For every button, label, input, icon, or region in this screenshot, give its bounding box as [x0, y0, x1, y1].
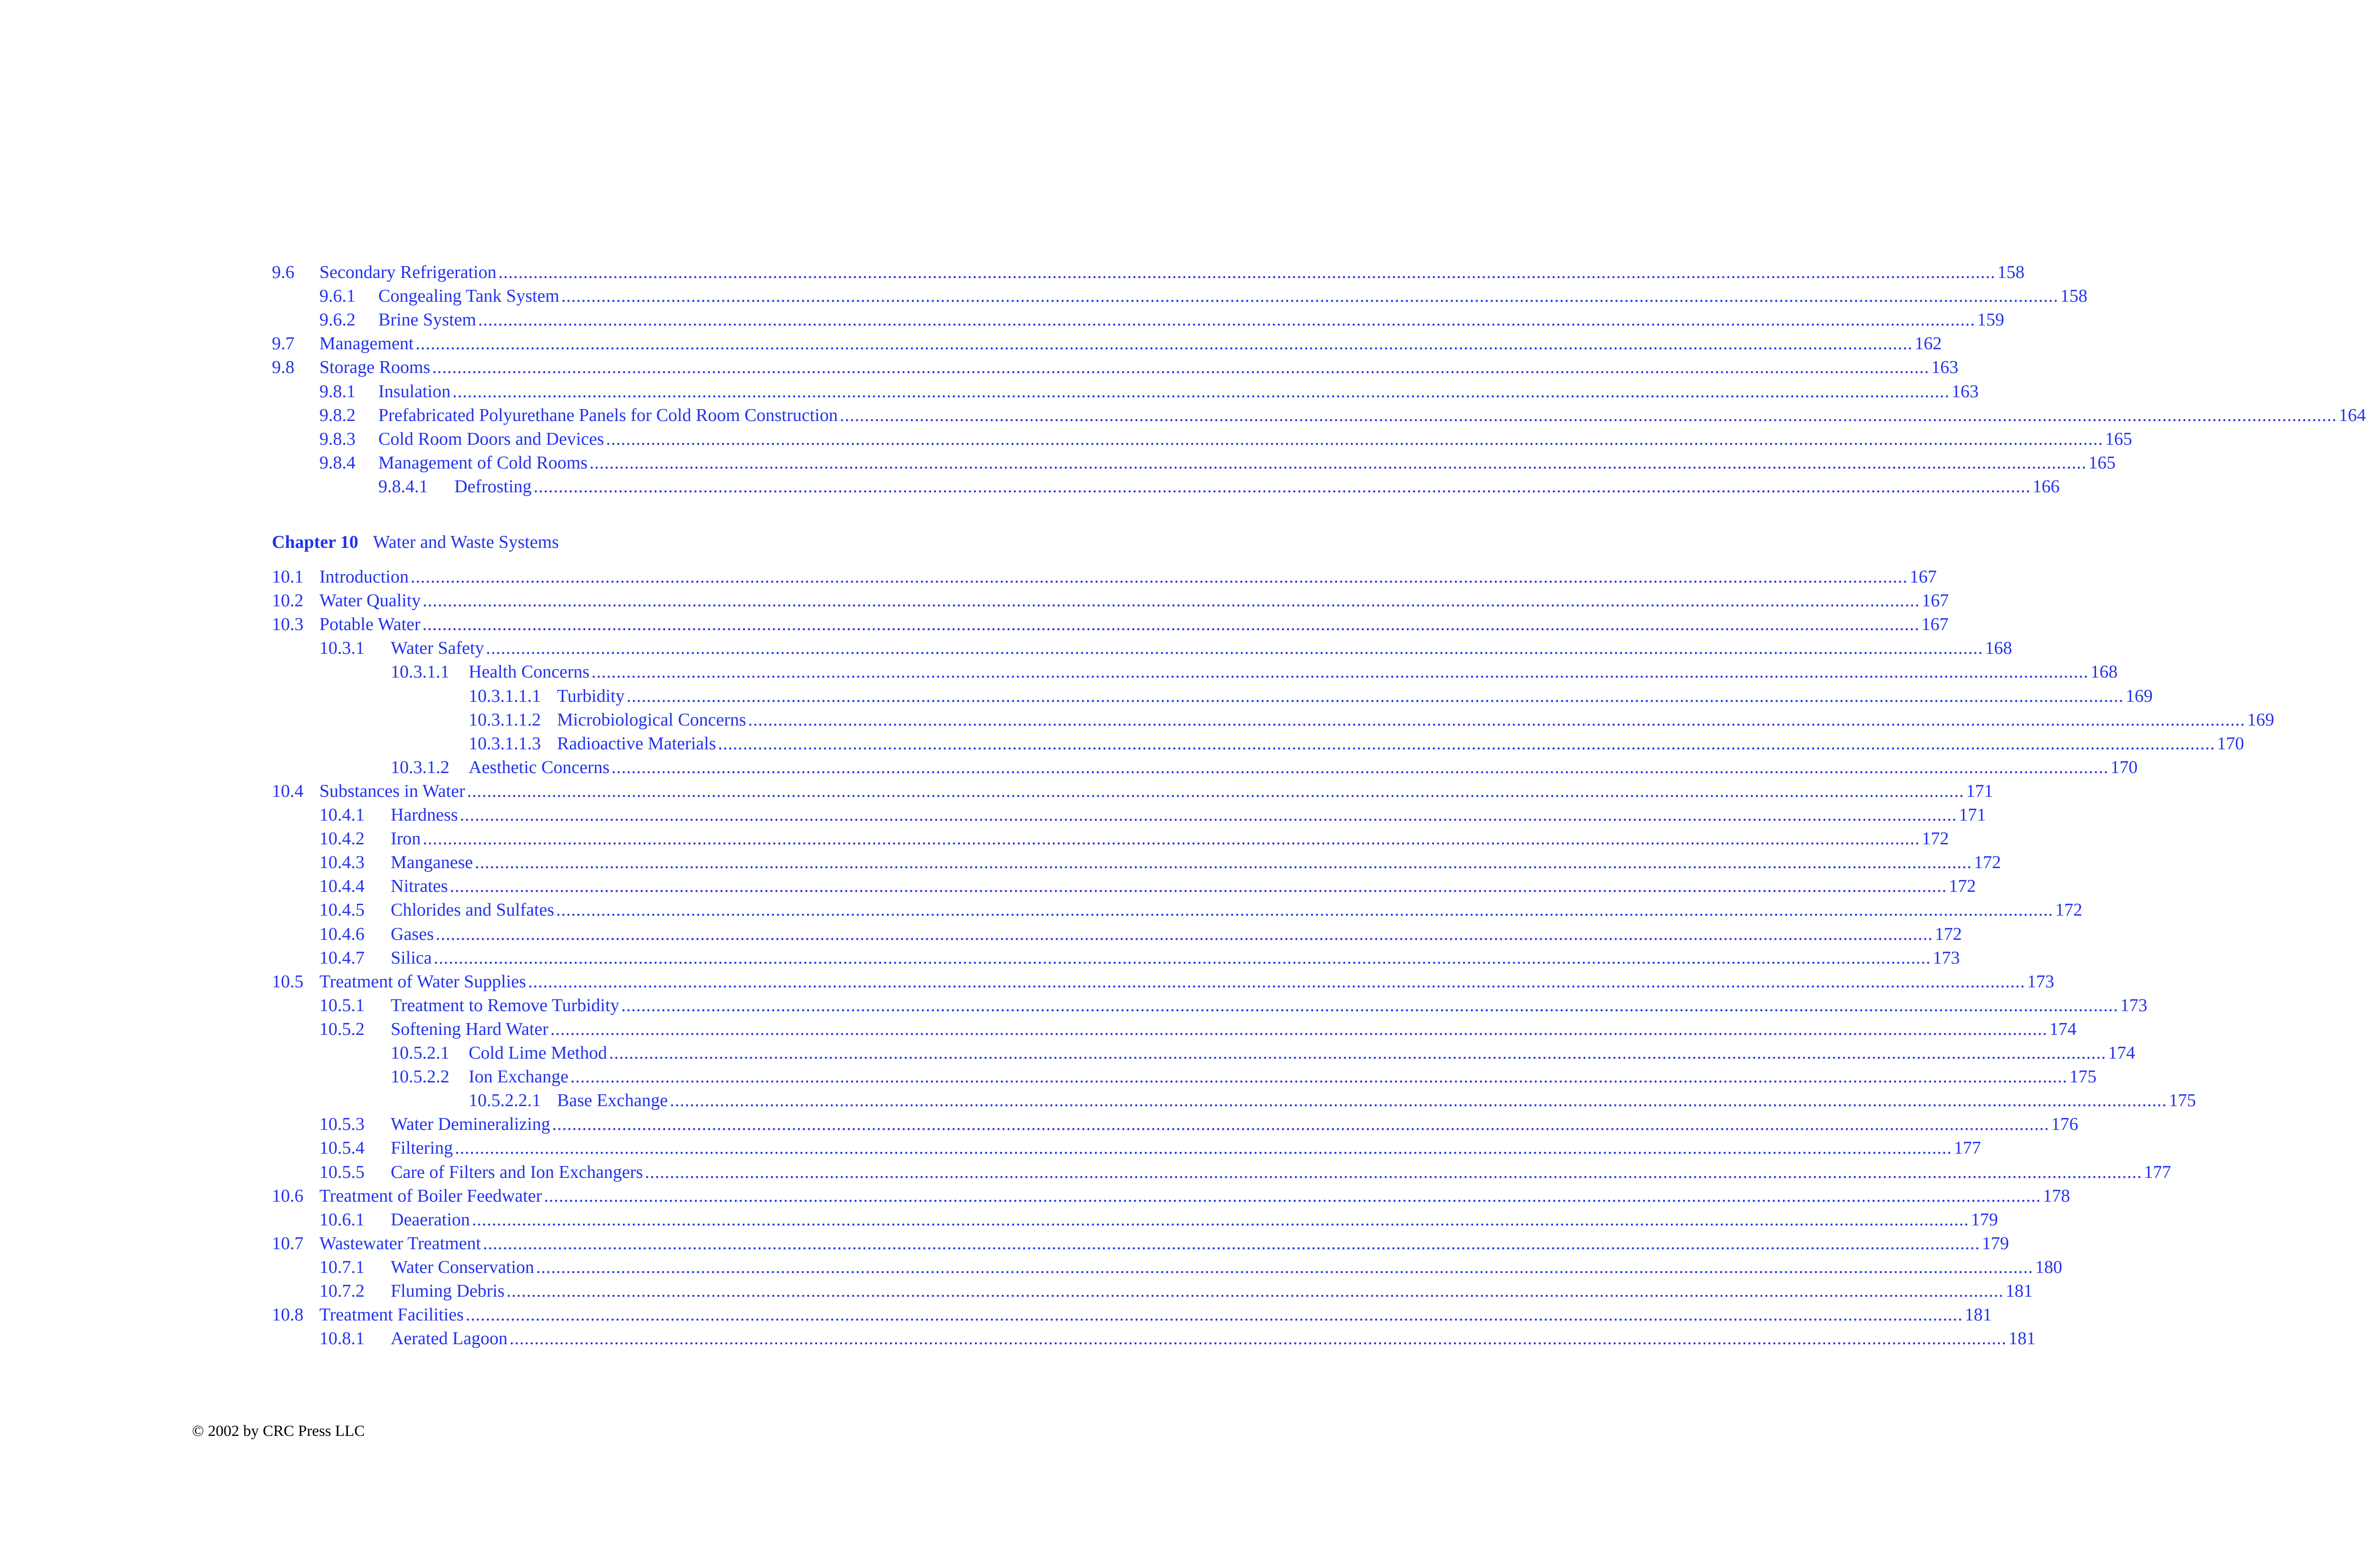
- dot-leader: ............................................................................................................................................................................................................................................................................................................: [482, 1233, 1980, 1253]
- section-title: Water Demineralizing: [391, 1114, 550, 1134]
- page-number: 171: [1966, 781, 1993, 801]
- toc-entry[interactable]: [272, 851, 2001, 874]
- section-number: 10.6.1: [319, 1210, 365, 1230]
- toc-entry[interactable]: [272, 403, 2366, 427]
- section-title: Nitrates: [391, 876, 448, 896]
- dot-leader: ............................................................................................................................................................................................................................................................................................................: [544, 1186, 2041, 1206]
- section-number: 10.7: [272, 1233, 304, 1253]
- entry-body: [378, 403, 2366, 427]
- entry-body: [378, 308, 2004, 332]
- entry-body: [454, 475, 2060, 498]
- section-title: Iron: [391, 829, 421, 849]
- page-number: 175: [2169, 1090, 2196, 1110]
- entry-body: [391, 1279, 2033, 1303]
- page-number: 174: [2108, 1043, 2135, 1063]
- entry-body: [391, 1017, 2077, 1041]
- entry-body: [391, 1112, 2078, 1136]
- entry-body: [378, 284, 2087, 308]
- section-number: 10.5.2.2: [391, 1067, 450, 1087]
- entry-body: [319, 332, 1942, 355]
- page-number: 173: [2027, 972, 2054, 992]
- section-title: Deaeration: [391, 1210, 470, 1230]
- dot-leader: ............................................................................................................................................................................................................................................................................................................: [452, 382, 1950, 402]
- section-title: Congealing Tank System: [378, 286, 559, 306]
- section-number: 10.8: [272, 1305, 304, 1325]
- section-number: 10.6: [272, 1186, 304, 1206]
- section-title: Potable Water: [319, 614, 421, 634]
- section-number: 9.8.2: [319, 405, 356, 425]
- toc-entry[interactable]: [272, 1184, 2070, 1208]
- dot-leader: ............................................................................................................................................................................................................................................................................................................: [718, 734, 2215, 754]
- page-number: 169: [2247, 710, 2274, 730]
- entry-body: [391, 1160, 2171, 1184]
- section-number: 10.1: [272, 567, 304, 587]
- entry-body: [391, 636, 2012, 660]
- entry-body: [391, 994, 2148, 1017]
- toc-entry[interactable]: [272, 732, 2244, 755]
- page-number: 176: [2051, 1114, 2078, 1134]
- section-title: Filtering: [391, 1138, 453, 1158]
- entry-body: [391, 803, 1986, 827]
- toc-entry[interactable]: [272, 684, 2153, 708]
- toc-entry[interactable]: [272, 1017, 2077, 1041]
- toc-entry[interactable]: [272, 1160, 2171, 1184]
- page-number: 171: [1959, 805, 1986, 825]
- toc-entry[interactable]: [272, 1232, 2009, 1255]
- section-title: Radioactive Materials: [557, 734, 716, 754]
- page-number: 164: [2338, 405, 2366, 425]
- dot-leader: ............................................................................................................................................................................................................................................................................................................: [611, 757, 2109, 777]
- page-number: 181: [2008, 1329, 2036, 1348]
- dot-leader: ............................................................................................................................................................................................................................................................................................................: [644, 1162, 2142, 1182]
- toc-entry[interactable]: [272, 922, 1962, 946]
- dot-leader: ............................................................................................................................................................................................................................................................................................................: [561, 286, 2058, 306]
- page-number: 167: [1909, 567, 1937, 587]
- page-number: 166: [2032, 477, 2060, 497]
- section-title: Chlorides and Sulfates: [391, 900, 555, 920]
- section-title: Gases: [391, 924, 434, 944]
- page-number: 181: [2005, 1281, 2033, 1301]
- dot-leader: ............................................................................................................................................................................................................................................................................................................: [506, 1281, 2004, 1301]
- toc-entry[interactable]: [272, 1208, 1998, 1232]
- section-number: 10.3.1.1.3: [469, 734, 541, 754]
- entry-body: [557, 1089, 2196, 1112]
- page-number: 163: [1951, 382, 1979, 402]
- page-number: 163: [1931, 357, 1959, 377]
- page-number: 165: [2105, 429, 2132, 449]
- section-number: 10.4.5: [319, 900, 365, 920]
- entry-body: [319, 355, 1959, 379]
- section-title: Health Concerns: [469, 662, 590, 682]
- toc-entry[interactable]: [272, 827, 1949, 851]
- dot-leader: ............................................................................................................................................................................................................................................................................................................: [450, 876, 1947, 896]
- toc-entry[interactable]: [272, 994, 2148, 1017]
- page-number: 178: [2043, 1186, 2070, 1206]
- entry-body: [557, 732, 2244, 755]
- dot-leader: ............................................................................................................................................................................................................................................................................................................: [533, 477, 2031, 497]
- section-title: Silica: [391, 948, 432, 968]
- section-title: Treatment to Remove Turbidity: [391, 995, 620, 1015]
- section-title: Prefabricated Polyurethane Panels for Cold Room Construction: [378, 405, 838, 425]
- page-number: 172: [1922, 829, 1949, 849]
- entry-body: [391, 874, 1976, 898]
- dot-leader: ............................................................................................................................................................................................................................................................................................................: [486, 638, 1983, 658]
- section-title: Care of Filters and Ion Exchangers: [391, 1162, 643, 1182]
- section-title: Base Exchange: [557, 1090, 668, 1110]
- section-title: Introduction: [319, 567, 409, 587]
- dot-leader: ............................................................................................................................................................................................................................................................................................................: [471, 1210, 1969, 1230]
- page-number: 167: [1922, 591, 1949, 611]
- toc-entry[interactable]: [272, 1136, 1981, 1160]
- entry-body: [391, 1327, 2036, 1350]
- section-number: 10.4.6: [319, 924, 365, 944]
- entry-body: [469, 660, 2118, 684]
- dot-leader: ............................................................................................................................................................................................................................................................................................................: [626, 686, 2124, 706]
- section-title: Cold Lime Method: [469, 1043, 607, 1063]
- section-number: 10.5.5: [319, 1162, 365, 1182]
- toc-entry[interactable]: [272, 660, 2118, 684]
- page-number: 175: [2069, 1067, 2097, 1087]
- section-title: Aesthetic Concerns: [469, 757, 610, 777]
- section-number: 10.5.2: [319, 1019, 365, 1039]
- entry-body: [469, 755, 2138, 779]
- entry-body: [469, 1065, 2097, 1089]
- section-title: Ion Exchange: [469, 1067, 568, 1087]
- section-title: Water Quality: [319, 591, 421, 611]
- page-number: 167: [1921, 614, 1949, 634]
- section-number: 9.6.2: [319, 310, 356, 330]
- toc-entry[interactable]: [272, 332, 1942, 355]
- section-number: 9.8.3: [319, 429, 356, 449]
- section-title: Treatment Facilities: [319, 1305, 464, 1325]
- toc-entry[interactable]: [272, 946, 1960, 970]
- entry-body: [319, 970, 2054, 994]
- section-number: 10.7.1: [319, 1257, 365, 1277]
- entry-body: [319, 1184, 2070, 1208]
- entry-body: [378, 451, 2116, 475]
- toc-entry[interactable]: [272, 451, 2116, 475]
- dot-leader: ............................................................................................................................................................................................................................................................................................................: [415, 334, 1913, 354]
- dot-leader: ............................................................................................................................................................................................................................................................................................................: [498, 262, 1996, 282]
- section-number: 9.8: [272, 357, 295, 377]
- dot-leader: ............................................................................................................................................................................................................................................................................................................: [552, 1114, 2049, 1134]
- toc-entry[interactable]: [272, 612, 1949, 636]
- section-number: 10.4.2: [319, 829, 365, 849]
- toc-entry[interactable]: [272, 779, 1993, 803]
- page-number: 177: [2144, 1162, 2171, 1182]
- dot-leader: ............................................................................................................................................................................................................................................................................................................: [410, 567, 1908, 587]
- dot-leader: ............................................................................................................................................................................................................................................................................................................: [748, 710, 2245, 730]
- dot-leader: ............................................................................................................................................................................................................................................................................................................: [423, 591, 1920, 611]
- entry-body: [378, 380, 1979, 403]
- section-number: 10.3.1.2: [391, 757, 450, 777]
- toc-entry[interactable]: [272, 1255, 2062, 1279]
- page-number: 173: [2120, 995, 2148, 1015]
- section-title: Brine System: [378, 310, 476, 330]
- chapter-label: Chapter 10: [272, 532, 358, 552]
- dot-leader: ............................................................................................................................................................................................................................................................................................................: [609, 1043, 2106, 1063]
- section-number: 9.8.1: [319, 382, 356, 402]
- section-number: 10.5.4: [319, 1138, 365, 1158]
- toc-entry[interactable]: [272, 1112, 2078, 1136]
- entry-body: [391, 827, 1949, 851]
- section-title: Fluming Debris: [391, 1281, 505, 1301]
- dot-leader: ............................................................................................................................................................................................................................................................................................................: [465, 1305, 1963, 1325]
- dot-leader: ............................................................................................................................................................................................................................................................................................................: [509, 1329, 2007, 1348]
- section-number: 10.4.3: [319, 852, 365, 872]
- section-number: 10.4.4: [319, 876, 365, 896]
- section-number: 10.4.1: [319, 805, 365, 825]
- section-number: 10.5: [272, 972, 304, 992]
- dot-leader: ............................................................................................................................................................................................................................................................................................................: [839, 405, 2337, 425]
- section-number: 10.5.2.1: [391, 1043, 450, 1063]
- section-title: Management: [319, 334, 414, 354]
- section-title: Water Safety: [391, 638, 484, 658]
- chapter-title: Water and Waste Systems: [373, 532, 559, 552]
- section-title: Water Conservation: [391, 1257, 534, 1277]
- page-number: 172: [1949, 876, 1976, 896]
- toc-entry[interactable]: [272, 1065, 2097, 1089]
- entry-body: [319, 1232, 2009, 1255]
- section-title: Hardness: [391, 805, 458, 825]
- section-title: Manganese: [391, 852, 473, 872]
- section-number: 10.3.1.1.2: [469, 710, 541, 730]
- page-number: 174: [2049, 1019, 2077, 1039]
- page-number: 168: [1985, 638, 2012, 658]
- section-number: 10.5.2.2.1: [469, 1090, 541, 1110]
- chapter-heading[interactable]: [272, 530, 559, 554]
- dot-leader: ............................................................................................................................................................................................................................................................................................................: [589, 453, 2087, 473]
- section-number: 10.5.1: [319, 995, 365, 1015]
- dot-leader: ............................................................................................................................................................................................................................................................................................................: [591, 662, 2089, 682]
- section-number: 10.2: [272, 591, 304, 611]
- dot-leader: ............................................................................................................................................................................................................................................................................................................: [435, 924, 1933, 944]
- section-number: 9.6: [272, 262, 295, 282]
- entry-body: [557, 708, 2274, 732]
- toc-entry[interactable]: [272, 260, 2025, 284]
- dot-leader: ............................................................................................................................................................................................................................................................................................................: [460, 805, 1957, 825]
- page-number: 181: [1964, 1305, 1992, 1325]
- section-title: Treatment of Water Supplies: [319, 972, 526, 992]
- entry-body: [319, 260, 2025, 284]
- dot-leader: ............................................................................................................................................................................................................................................................................................................: [570, 1067, 2068, 1087]
- section-number: 10.3: [272, 614, 304, 634]
- dot-leader: ............................................................................................................................................................................................................................................................................................................: [621, 995, 2119, 1015]
- dot-leader: ............................................................................................................................................................................................................................................................................................................: [433, 948, 1931, 968]
- copyright-notice: © 2002 by CRC Press LLC: [192, 1423, 365, 1440]
- section-title: Aerated Lagoon: [391, 1329, 508, 1348]
- dot-leader: ............................................................................................................................................................................................................................................................................................................: [606, 429, 2103, 449]
- section-title: Wastewater Treatment: [319, 1233, 481, 1253]
- section-number: 10.7.2: [319, 1281, 365, 1301]
- page-number: 165: [2088, 453, 2116, 473]
- section-title: Management of Cold Rooms: [378, 453, 588, 473]
- entry-body: [391, 898, 2083, 922]
- section-title: Substances in Water: [319, 781, 465, 801]
- section-title: Treatment of Boiler Feedwater: [319, 1186, 542, 1206]
- toc-entry[interactable]: [272, 708, 2274, 732]
- toc-entry[interactable]: [272, 355, 1959, 379]
- section-number: 9.7: [272, 334, 295, 354]
- entry-body: [391, 1136, 1981, 1160]
- page-number: 158: [1997, 262, 2025, 282]
- toc-entry[interactable]: [272, 308, 2004, 332]
- entry-body: [469, 1041, 2135, 1065]
- toc-entry[interactable]: [272, 755, 2138, 779]
- section-number: 10.4: [272, 781, 304, 801]
- section-number: 10.3.1.1: [391, 662, 450, 682]
- page-number: 158: [2060, 286, 2087, 306]
- page-number: 179: [1981, 1233, 2009, 1253]
- entry-body: [319, 565, 1937, 589]
- section-number: 9.6.1: [319, 286, 356, 306]
- toc-entry[interactable]: [272, 380, 1979, 403]
- entry-body: [391, 946, 1960, 970]
- toc-entry[interactable]: [272, 1089, 2196, 1112]
- toc-entry[interactable]: [272, 874, 1976, 898]
- toc-entry[interactable]: [272, 803, 1986, 827]
- page-number: 169: [2126, 686, 2153, 706]
- section-title: Storage Rooms: [319, 357, 431, 377]
- dot-leader: ............................................................................................................................................................................................................................................................................................................: [432, 357, 1930, 377]
- page-number: 172: [2055, 900, 2083, 920]
- section-title: Defrosting: [454, 477, 532, 497]
- entry-body: [319, 612, 1949, 636]
- page-number: 170: [2217, 734, 2244, 754]
- section-title: Cold Room Doors and Devices: [378, 429, 604, 449]
- section-title: Softening Hard Water: [391, 1019, 548, 1039]
- entry-body: [391, 1208, 1998, 1232]
- page-number: 170: [2110, 757, 2138, 777]
- dot-leader: ............................................................................................................................................................................................................................................................................................................: [475, 852, 1972, 872]
- page-number: 173: [1933, 948, 1960, 968]
- page-number: 177: [1953, 1138, 1981, 1158]
- page-number: 179: [1971, 1210, 1998, 1230]
- toc-entry[interactable]: [272, 565, 1937, 589]
- entry-body: [391, 922, 1962, 946]
- toc-entry[interactable]: [272, 970, 2054, 994]
- toc-entry[interactable]: [272, 589, 1949, 612]
- toc-entry[interactable]: [272, 636, 2012, 660]
- page-number: 162: [1914, 334, 1942, 354]
- toc-entry[interactable]: [272, 284, 2087, 308]
- dot-leader: ............................................................................................................................................................................................................................................................................................................: [670, 1090, 2167, 1110]
- section-title: Turbidity: [557, 686, 625, 706]
- page-number: 172: [1934, 924, 1962, 944]
- toc-entry[interactable]: [272, 1327, 2036, 1350]
- dot-leader: ............................................................................................................................................................................................................................................................................................................: [422, 614, 1920, 634]
- dot-leader: ............................................................................................................................................................................................................................................................................................................: [528, 972, 2025, 992]
- entry-body: [391, 1255, 2062, 1279]
- section-number: 10.5.3: [319, 1114, 365, 1134]
- toc-entry[interactable]: [272, 1041, 2135, 1065]
- dot-leader: ............................................................................................................................................................................................................................................................................................................: [423, 829, 1920, 849]
- section-number: 9.8.4: [319, 453, 356, 473]
- entry-body: [378, 427, 2132, 451]
- toc-entry[interactable]: [272, 1279, 2033, 1303]
- section-title: Secondary Refrigeration: [319, 262, 497, 282]
- dot-leader: ............................................................................................................................................................................................................................................................................................................: [550, 1019, 2048, 1039]
- dot-leader: ............................................................................................................................................................................................................................................................................................................: [556, 900, 2054, 920]
- page-number: 172: [1974, 852, 2001, 872]
- section-number: 9.8.4.1: [378, 477, 428, 497]
- section-number: 10.3.1: [319, 638, 365, 658]
- entry-body: [319, 779, 1993, 803]
- toc-entry[interactable]: [272, 427, 2132, 451]
- page-number: 180: [2035, 1257, 2062, 1277]
- entry-body: [557, 684, 2153, 708]
- section-number: 10.3.1.1.1: [469, 686, 541, 706]
- section-title: Microbiological Concerns: [557, 710, 746, 730]
- section-number: 10.4.7: [319, 948, 365, 968]
- dot-leader: ............................................................................................................................................................................................................................................................................................................: [478, 310, 1975, 330]
- toc-entry[interactable]: [272, 1303, 1992, 1327]
- toc-entry[interactable]: [272, 898, 2083, 922]
- dot-leader: ............................................................................................................................................................................................................................................................................................................: [454, 1138, 1952, 1158]
- entry-body: [319, 589, 1949, 612]
- toc-entry[interactable]: [272, 475, 2060, 498]
- entry-body: [319, 1303, 1992, 1327]
- dot-leader: ............................................................................................................................................................................................................................................................................................................: [467, 781, 1964, 801]
- entry-body: [391, 851, 2001, 874]
- dot-leader: ............................................................................................................................................................................................................................................................................................................: [536, 1257, 2033, 1277]
- page-number: 159: [1977, 310, 2004, 330]
- page-number: 168: [2090, 662, 2118, 682]
- section-title: Insulation: [378, 382, 451, 402]
- section-number: 10.8.1: [319, 1329, 365, 1348]
